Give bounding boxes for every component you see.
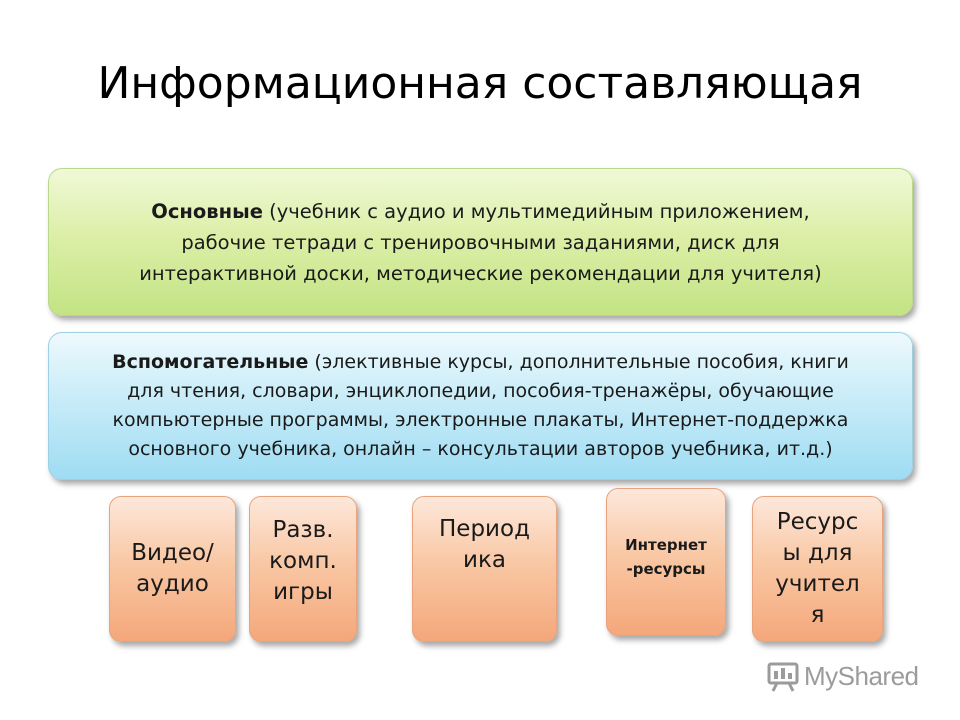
teacher-resources-box — [752, 496, 883, 642]
internet-resources-box — [606, 488, 726, 636]
internet-resources-label: Интернет -ресурсы — [625, 536, 707, 578]
main-components-heading: Основные — [151, 199, 263, 223]
auxiliary-components-heading: Вспомогательные — [112, 351, 309, 373]
main-components-box — [48, 168, 913, 316]
main-components-line-1: (учебник с аудио и мультимедийным приложением, — [262, 199, 810, 223]
games-label: Разв. комп. игры — [269, 517, 337, 605]
video-audio-box — [109, 496, 236, 642]
slide-title: Информационная составляющая — [97, 58, 863, 109]
periodicals-label: Период ика — [439, 516, 530, 573]
games-box — [249, 496, 357, 642]
main-components-line-2: рабочие тетради с тренировочными заданиями, диск для — [181, 230, 780, 254]
video-audio-label: Видео/ аудио — [131, 540, 214, 597]
auxiliary-components-line-4: основного учебника, онлайн – консультации авторов учебника, ит.д.) — [128, 438, 833, 460]
auxiliary-components-text — [112, 348, 849, 464]
periodicals-box — [412, 496, 557, 642]
teacher-resources-label: Ресурс ы для учител я — [775, 509, 860, 628]
auxiliary-components-line-3: компьютерные программы, электронные плакаты, Интернет-поддержка — [112, 409, 849, 431]
watermark-text: MyShared — [804, 660, 919, 691]
presentation-board-icon — [766, 659, 800, 693]
main-components-text — [139, 196, 822, 289]
auxiliary-components-line-2: для чтения, словари, энциклопедии, пособия-тренажёры, обучающие — [127, 380, 834, 402]
main-components-line-3: интерактивной доски, методические рекомендации для учителя) — [139, 261, 822, 285]
auxiliary-components-line-1: (элективные курсы, дополнительные пособия, книги — [308, 351, 849, 373]
myshared-watermark — [766, 658, 919, 694]
auxiliary-components-box — [48, 332, 913, 480]
